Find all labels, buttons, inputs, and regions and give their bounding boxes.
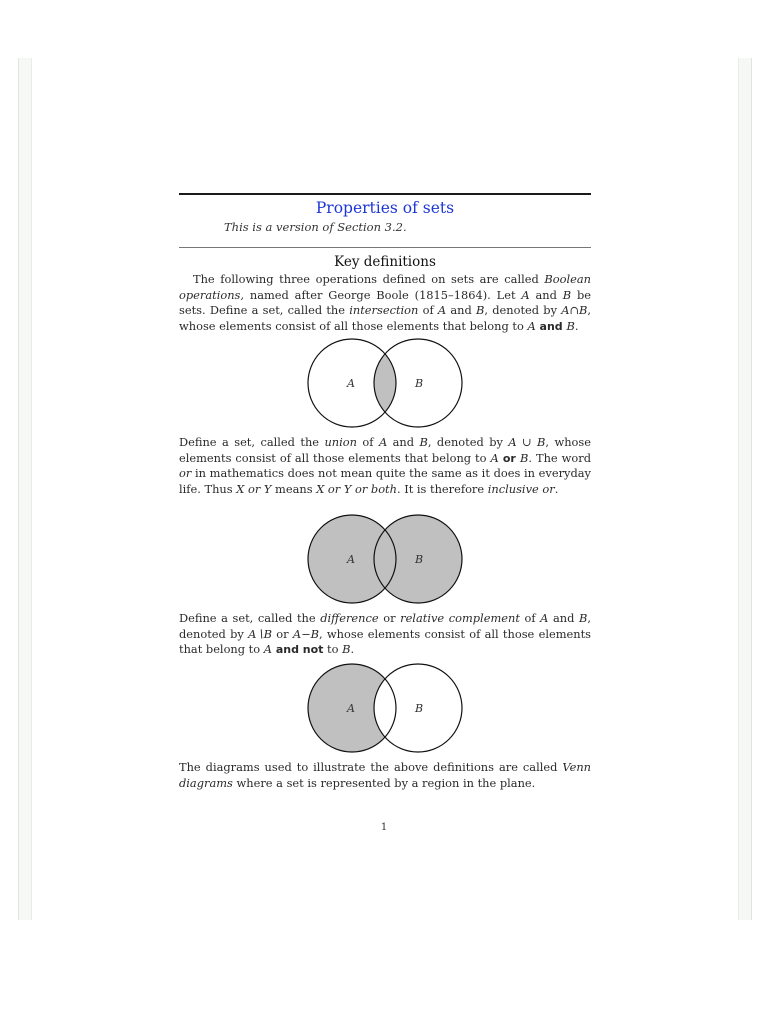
set-a-label: A [347,553,355,566]
section-heading: Key definitions [334,254,436,270]
paragraph-union: Define a set, called the union of A and B, denoted by A ∪ B, whose elements consist of all those elements that belong to A or B. The word or in mathematics does not mean quite the same as it does in everyday life. Thus X or Y means X or Y or both. It is therefore inclusive or. [179,435,591,496]
paragraph-venn: The diagrams used to illustrate the above definitions are called Venn diagrams where a set is represented by a region in the plane. [179,760,591,790]
document-subtitle: This is a version of Section 3.2. [224,220,407,234]
set-b-label: B [415,377,424,390]
top-rule [179,193,591,195]
set-a-label: A [347,377,355,390]
venn-difference-diagram [300,663,470,753]
venn-intersection-diagram [300,338,470,428]
page-number: 1 [380,822,388,833]
set-b-label: B [415,702,424,715]
paragraph-intersection: The following three operations defined on sets are called Boolean operations, named after George Boole (1815–1864). Let A and B be sets. Define a set, called the intersection of A and B, denoted by A∩B, whose elements consist of all those elements that belong to A and B. [179,272,591,333]
document-title: Properties of sets [315,199,455,217]
paragraph-difference: Define a set, called the difference or relative complement of A and B, denoted by A∖B or A−B, whose elements consist of all those elements that belong to A and not to B. [179,611,592,656]
venn-union-diagram [300,514,470,604]
section-rule [179,247,591,248]
set-b-label: B [415,553,424,566]
set-a-label: A [347,702,355,715]
